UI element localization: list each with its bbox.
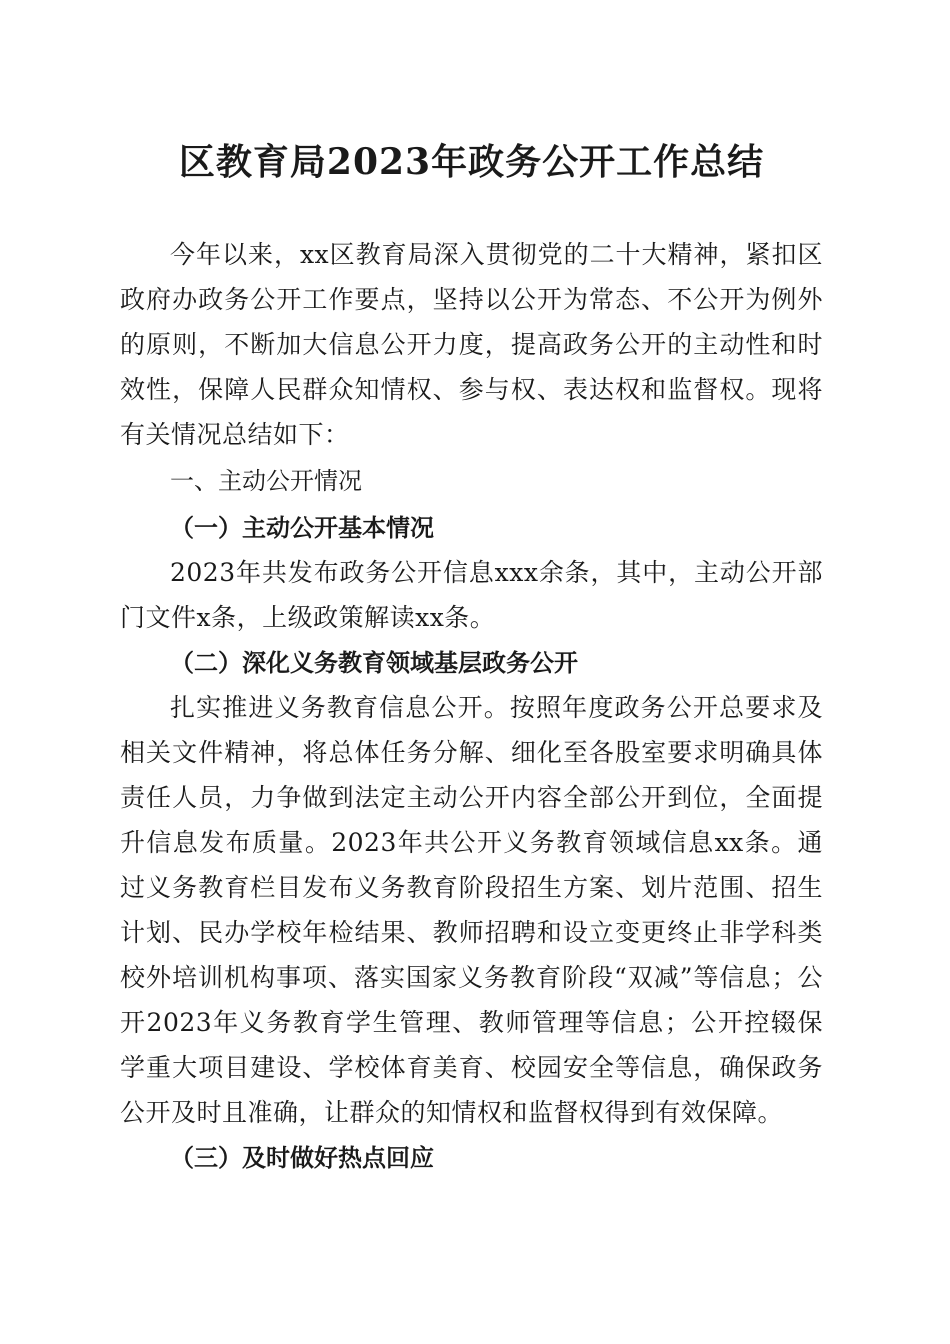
document-title: 区教育局2023年政务公开工作总结 bbox=[178, 141, 765, 183]
subsection-heading-compulsory-education: （二）深化义务教育领域基层政务公开 bbox=[170, 648, 578, 677]
subsection-heading-hot-topics: （三）及时做好热点回应 bbox=[170, 1143, 434, 1172]
document-body bbox=[120, 232, 823, 1180]
intro-paragraph: 今年以来，xx区教育局深入贯彻党的二十大精神，紧扣区政府办政务公开工作要点，坚持以公开为常态、不公开为例外的原则，不断加大信息公开力度，提高政务公开的主动性和时效性，保障人民群众知情权、参与权、表达权和监督权。现将有关情况总结如下： bbox=[120, 240, 823, 449]
section-heading-proactive-disclosure: 一、主动公开情况 bbox=[170, 467, 362, 495]
subsection-heading-basic-situation: （一）主动公开基本情况 bbox=[170, 513, 434, 542]
basic-situation-paragraph: 2023年共发布政务公开信息xxx余条，其中，主动公开部门文件x条，上级政策解读xx条。 bbox=[120, 558, 823, 632]
compulsory-education-paragraph: 扎实推进义务教育信息公开。按照年度政务公开总要求及相关文件精神，将总体任务分解、细化至各股室要求明确具体责任人员，力争做到法定主动公开内容全部公开到位，全面提升信息发布质量。2023年共公开义务教育领域信息xx条。通过义务教育栏目发布义务教育阶段招生方案、划片范围、招生计划、民办学校年检结果、教师招聘和设立变更终止非学科类校外培训机构事项、落实国家义务教育阶段“双减”等信息；公开2023年义务教育学生管理、教师管理等信息；公开控辍保学重大项目建设、学校体育美育、校园安全等信息，确保政务公开及时且准确，让群众的知情权和监督权得到有效保障。 bbox=[120, 693, 823, 1127]
